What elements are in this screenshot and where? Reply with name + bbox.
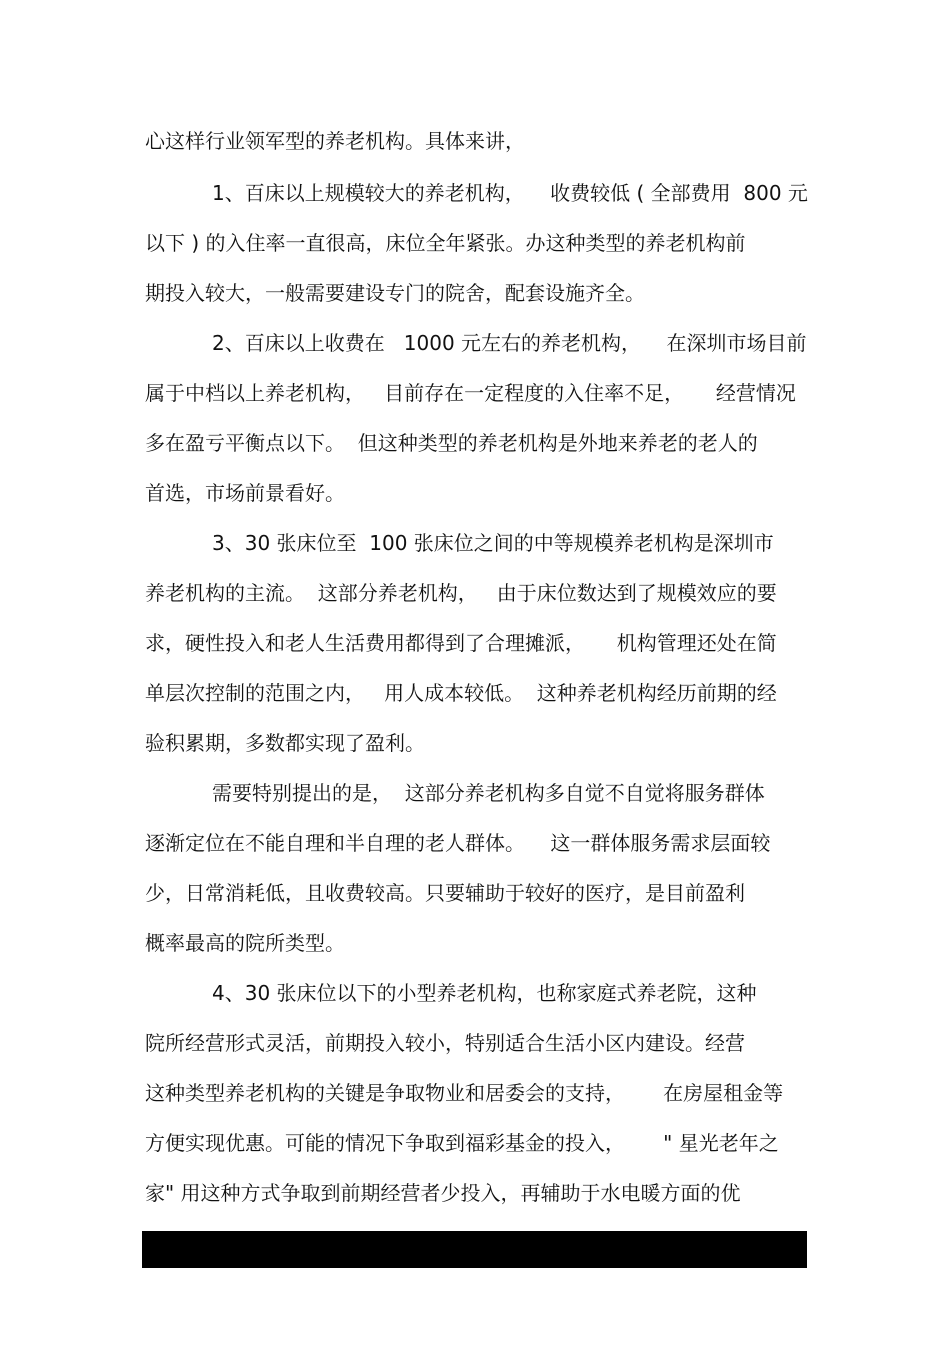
- text-line: 养老机构的主流。 这部分养老机构， 由于床位数达到了规模效应的要: [145, 581, 777, 605]
- redaction-bar: [142, 1231, 807, 1268]
- text-line: 首选，市场前景看好。: [145, 481, 345, 505]
- text-line: 需要特别提出的是， 这部分养老机构多自觉不自觉将服务群体: [212, 781, 765, 805]
- text-line: 2、百床以上收费在 1000 元左右的养老机构， 在深圳市场目前: [212, 331, 807, 355]
- text-line: 逐渐定位在不能自理和半自理的老人群体。 这一群体服务需求层面较: [145, 831, 771, 855]
- text-line: 属于中档以上养老机构， 目前存在一定程度的入住率不足， 经营情况: [145, 381, 796, 405]
- text-line: 心这样行业领军型的养老机构。具体来讲，: [145, 129, 525, 153]
- text-line: 概率最高的院所类型。: [145, 931, 345, 955]
- text-line: 单层次控制的范围之内， 用人成本较低。 这种养老机构经历前期的经: [145, 681, 777, 705]
- text-line: 验积累期，多数都实现了盈利。: [145, 731, 425, 755]
- text-line: 家" 用这种方式争取到前期经营者少投入，再辅助于水电暖方面的优: [145, 1181, 741, 1205]
- text-line: 期投入较大，一般需要建设专门的院舍，配套设施齐全。: [145, 281, 645, 305]
- text-line: 4、30 张床位以下的小型养老机构，也称家庭式养老院，这种: [212, 981, 757, 1005]
- text-line: 少，日常消耗低，且收费较高。只要辅助于较好的医疗，是目前盈利: [145, 881, 745, 905]
- text-line: 求，硬性投入和老人生活费用都得到了合理摊派， 机构管理还处在简: [145, 631, 777, 655]
- text-line: 多在盈亏平衡点以下。 但这种类型的养老机构是外地来养老的老人的: [145, 431, 758, 455]
- text-line: 这种类型养老机构的关键是争取物业和居委会的支持， 在房屋租金等: [145, 1081, 784, 1105]
- text-line: 院所经营形式灵活，前期投入较小，特别适合生活小区内建设。经营: [145, 1031, 745, 1055]
- text-line: 方便实现优惠。可能的情况下争取到福彩基金的投入， " 星光老年之: [145, 1131, 779, 1155]
- text-line: 以下 ) 的入住率一直很高，床位全年紧张。办这种类型的养老机构前: [145, 231, 746, 255]
- text-line: 1、百床以上规模较大的养老机构， 收费较低 ( 全部费用 800 元: [212, 181, 808, 205]
- text-line: 3、30 张床位至 100 张床位之间的中等规模养老机构是深圳市: [212, 531, 774, 555]
